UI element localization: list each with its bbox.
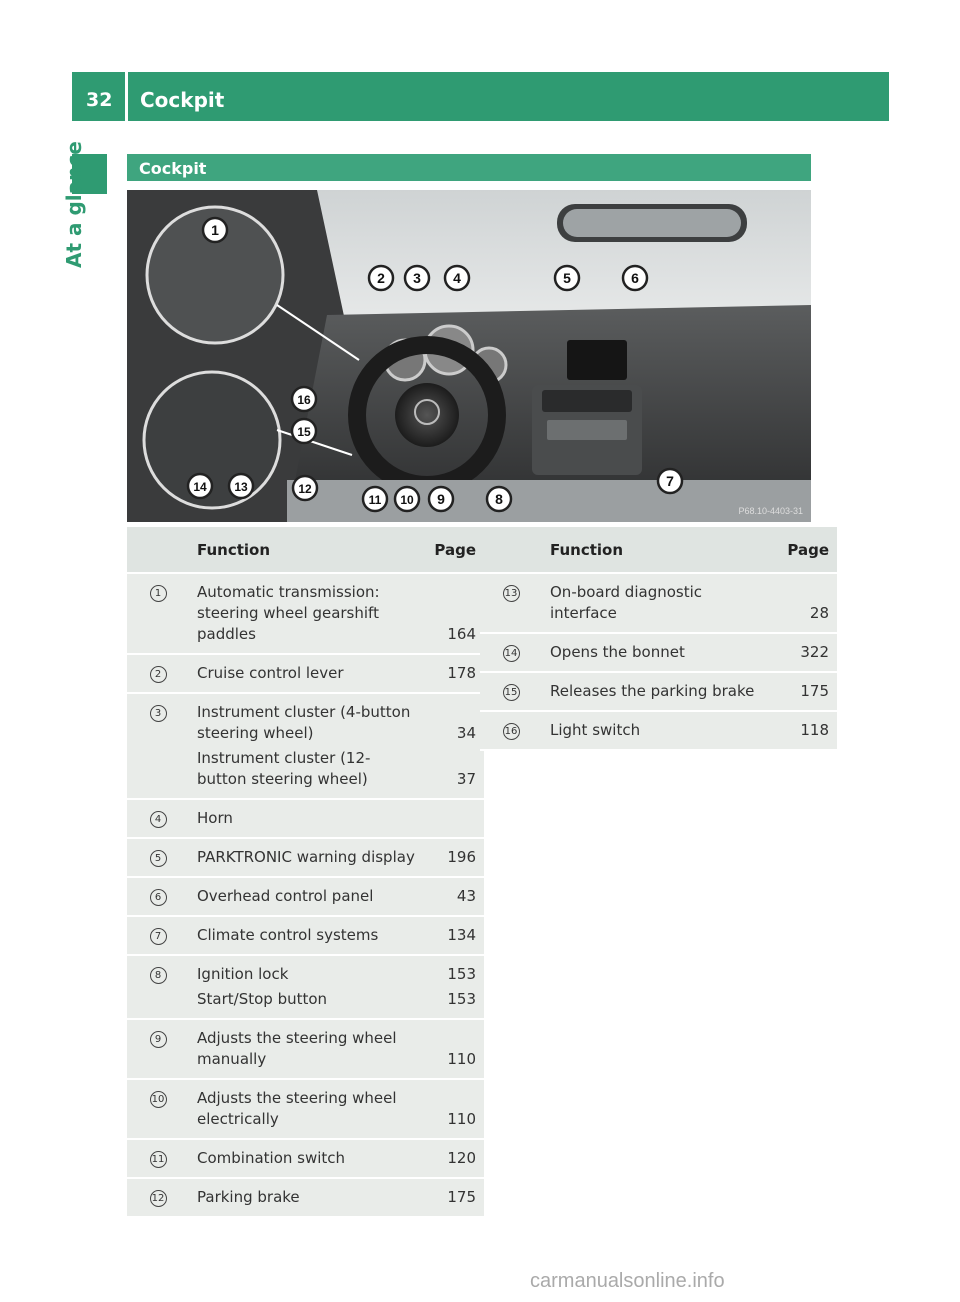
row-number-cell bbox=[127, 800, 189, 839]
callout-10 bbox=[395, 487, 419, 511]
steering-hub bbox=[395, 383, 459, 447]
callout-label: 5 bbox=[563, 270, 571, 286]
row-number-cell bbox=[127, 694, 189, 800]
function-text: Adjusts the steering wheel manually bbox=[197, 1029, 397, 1068]
page-reference bbox=[428, 808, 476, 829]
table-row bbox=[127, 694, 484, 800]
function-text: Climate control systems bbox=[197, 926, 379, 944]
function-cell bbox=[189, 1020, 422, 1080]
table-row bbox=[127, 1020, 484, 1080]
cockpit-illustration bbox=[127, 190, 811, 522]
console-vents bbox=[542, 390, 632, 412]
section-heading-bar bbox=[127, 154, 811, 181]
page-cell bbox=[422, 956, 484, 1020]
table-header-row bbox=[480, 527, 837, 574]
callout-label: 2 bbox=[377, 270, 385, 286]
page-reference: 196 bbox=[447, 848, 476, 866]
callout-13 bbox=[229, 474, 253, 498]
row-number-cell bbox=[480, 712, 542, 751]
row-number-cell bbox=[480, 574, 542, 634]
function-cell bbox=[189, 917, 422, 956]
callout-9 bbox=[429, 487, 453, 511]
function-cell bbox=[189, 800, 422, 839]
header-function: Function bbox=[542, 527, 775, 574]
callout-7 bbox=[658, 469, 682, 493]
page-reference: 164 bbox=[447, 625, 476, 643]
table-row bbox=[127, 1179, 484, 1218]
table-row bbox=[127, 1080, 484, 1140]
callout-number-badge: 15 bbox=[503, 684, 520, 701]
function-cell bbox=[189, 574, 422, 655]
section-title: Cockpit bbox=[139, 159, 207, 178]
callout-label: 9 bbox=[437, 491, 445, 507]
page-cell bbox=[775, 574, 837, 634]
callout-2 bbox=[369, 266, 393, 290]
callout-number-badge: 1 bbox=[150, 585, 167, 602]
callout-12 bbox=[293, 476, 317, 500]
row-number-cell bbox=[127, 655, 189, 694]
table-row bbox=[480, 634, 837, 673]
callout-4 bbox=[445, 266, 469, 290]
callout-label: 3 bbox=[413, 270, 421, 286]
page-cell bbox=[422, 917, 484, 956]
callout-14 bbox=[188, 474, 212, 498]
page-reference: 37 bbox=[456, 770, 476, 788]
table-row bbox=[127, 839, 484, 878]
callout-label: 14 bbox=[193, 480, 207, 494]
reference-table-left bbox=[127, 527, 484, 1218]
function-text: Overhead control panel bbox=[197, 887, 374, 905]
table-header-row bbox=[127, 527, 484, 574]
table-row bbox=[127, 878, 484, 917]
callout-label: 13 bbox=[234, 480, 248, 494]
function-text: Opens the bonnet bbox=[550, 643, 685, 661]
row-number-cell bbox=[127, 917, 189, 956]
chapter-title: Cockpit bbox=[140, 88, 225, 112]
callout-number-badge: 3 bbox=[150, 705, 167, 722]
page-cell bbox=[775, 673, 837, 712]
page-reference: 153 bbox=[447, 990, 476, 1008]
function-text: Releases the parking brake bbox=[550, 682, 755, 700]
callout-number-badge: 7 bbox=[150, 928, 167, 945]
row-number-cell bbox=[127, 878, 189, 917]
page-reference: 175 bbox=[447, 1188, 476, 1206]
function-text: Instrument cluster (4-button steering wheel) bbox=[197, 703, 411, 742]
callout-number-badge: 6 bbox=[150, 889, 167, 906]
callout-number-badge: 10 bbox=[150, 1091, 167, 1108]
side-section-label: At a glance bbox=[62, 141, 86, 268]
page-reference: 178 bbox=[447, 664, 476, 682]
table-row bbox=[127, 574, 484, 655]
row-number-cell bbox=[127, 574, 189, 655]
page-reference: 34 bbox=[456, 724, 476, 742]
row-number-cell bbox=[127, 1140, 189, 1179]
page-reference: 118 bbox=[800, 721, 829, 739]
mirror-glass bbox=[563, 209, 741, 237]
page-number: 32 bbox=[86, 89, 113, 111]
callout-number-badge: 11 bbox=[150, 1151, 167, 1168]
header-bar bbox=[72, 72, 889, 121]
callout-number-badge: 5 bbox=[150, 850, 167, 867]
function-text: Automatic transmission: steering wheel gearshift paddles bbox=[197, 583, 380, 643]
callout-number-badge: 13 bbox=[503, 585, 520, 602]
table-row bbox=[480, 673, 837, 712]
table-row bbox=[480, 712, 837, 751]
page-cell bbox=[775, 712, 837, 751]
page-reference: 153 bbox=[447, 965, 476, 983]
page-reference: 120 bbox=[447, 1149, 476, 1167]
page-cell bbox=[775, 634, 837, 673]
table-row bbox=[127, 1140, 484, 1179]
callout-label: 7 bbox=[666, 473, 674, 489]
page-cell bbox=[422, 1020, 484, 1080]
function-text: Start/Stop button bbox=[197, 990, 328, 1008]
page-cell bbox=[422, 694, 484, 800]
callout-3 bbox=[405, 266, 429, 290]
header-page: Page bbox=[775, 527, 837, 574]
page-cell bbox=[422, 574, 484, 655]
function-text: Ignition lock bbox=[197, 965, 289, 983]
function-text: PARKTRONIC warning display bbox=[197, 848, 415, 866]
function-cell bbox=[189, 1080, 422, 1140]
function-cell bbox=[189, 1179, 422, 1218]
row-number-cell bbox=[127, 1179, 189, 1218]
function-text: Cruise control lever bbox=[197, 664, 344, 682]
callout-15 bbox=[292, 419, 316, 443]
callout-5 bbox=[555, 266, 579, 290]
function-cell bbox=[189, 655, 422, 694]
function-text: Combination switch bbox=[197, 1149, 346, 1167]
page-reference: 322 bbox=[800, 643, 829, 661]
callout-label: 6 bbox=[631, 270, 639, 286]
table-row bbox=[127, 800, 484, 839]
table-row bbox=[127, 956, 484, 1020]
callout-label: 8 bbox=[495, 491, 503, 507]
function-cell bbox=[542, 574, 775, 634]
function-cell bbox=[542, 634, 775, 673]
function-cell bbox=[189, 878, 422, 917]
function-text: Adjusts the steering wheel electrically bbox=[197, 1089, 397, 1128]
function-text: On-board diagnostic interface bbox=[550, 583, 703, 622]
callout-1 bbox=[203, 218, 227, 242]
row-number-cell bbox=[480, 673, 542, 712]
callout-label: 15 bbox=[297, 425, 311, 439]
function-cell bbox=[542, 712, 775, 751]
page-reference: 175 bbox=[800, 682, 829, 700]
page-reference: 43 bbox=[456, 887, 476, 905]
callout-number-badge: 2 bbox=[150, 666, 167, 683]
function-text: Horn bbox=[197, 809, 233, 827]
table-row bbox=[127, 655, 484, 694]
row-number-cell bbox=[127, 956, 189, 1020]
page-cell bbox=[422, 1140, 484, 1179]
image-code: P68.10-4403-31 bbox=[738, 506, 803, 516]
callout-6 bbox=[623, 266, 647, 290]
header-divider bbox=[125, 72, 128, 121]
page-cell bbox=[422, 655, 484, 694]
row-number-cell bbox=[127, 1080, 189, 1140]
function-cell bbox=[189, 839, 422, 878]
callout-11 bbox=[363, 487, 387, 511]
page-cell bbox=[422, 1080, 484, 1140]
page-cell bbox=[422, 1179, 484, 1218]
callout-number-badge: 14 bbox=[503, 645, 520, 662]
function-cell bbox=[189, 956, 422, 1020]
callout-label: 12 bbox=[298, 482, 312, 496]
table-row bbox=[480, 574, 837, 634]
callout-number-badge: 16 bbox=[503, 723, 520, 740]
display-screen bbox=[567, 340, 627, 380]
page-reference: 110 bbox=[447, 1050, 476, 1068]
header-number-cell bbox=[127, 527, 189, 574]
callout-label: 10 bbox=[400, 493, 414, 507]
watermark: carmanualsonline.info bbox=[530, 1270, 725, 1292]
function-cell bbox=[542, 673, 775, 712]
callout-label: 4 bbox=[453, 270, 461, 286]
page-cell bbox=[422, 800, 484, 839]
callout-number-badge: 9 bbox=[150, 1031, 167, 1048]
header-number-cell bbox=[480, 527, 542, 574]
callout-8 bbox=[487, 487, 511, 511]
function-text: Light switch bbox=[550, 721, 641, 739]
page-cell bbox=[422, 839, 484, 878]
page-reference: 110 bbox=[447, 1110, 476, 1128]
reference-table-right bbox=[480, 527, 837, 751]
callout-label: 11 bbox=[368, 493, 382, 507]
function-text: Instrument cluster (12-button steering wheel) bbox=[197, 749, 371, 788]
page-reference: 134 bbox=[447, 926, 476, 944]
console-panel bbox=[547, 420, 627, 440]
callout-number-badge: 12 bbox=[150, 1190, 167, 1207]
table-row bbox=[127, 917, 484, 956]
header-function: Function bbox=[189, 527, 422, 574]
header-page: Page bbox=[422, 527, 484, 574]
row-number-cell bbox=[127, 839, 189, 878]
row-number-cell bbox=[127, 1020, 189, 1080]
page-reference: 28 bbox=[809, 604, 829, 622]
function-text: Parking brake bbox=[197, 1188, 300, 1206]
callout-number-badge: 4 bbox=[150, 811, 167, 828]
page-cell bbox=[422, 878, 484, 917]
function-cell bbox=[189, 1140, 422, 1179]
callout-number-badge: 8 bbox=[150, 967, 167, 984]
row-number-cell bbox=[480, 634, 542, 673]
callout-label: 1 bbox=[211, 222, 219, 238]
function-cell bbox=[189, 694, 422, 800]
callout-label: 16 bbox=[297, 393, 311, 407]
callout-16 bbox=[292, 387, 316, 411]
